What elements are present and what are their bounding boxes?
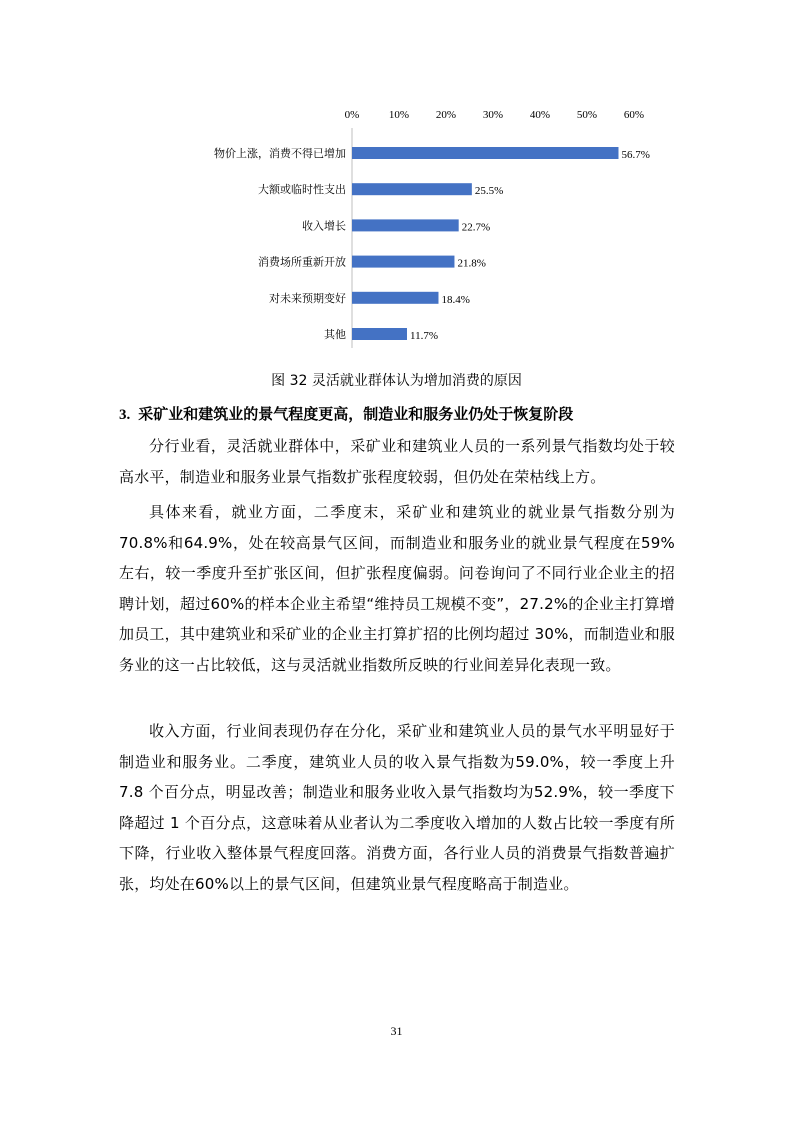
bar	[352, 219, 459, 231]
bar	[352, 147, 618, 159]
category-label: 其他	[324, 328, 346, 341]
paragraph-1: 分行业看，灵活就业群体中，采矿业和建筑业人员的一系列景气指数均处于较高水平，制造业和服务业景气指数扩张程度较弱，但仍处在荣枯线上方。	[119, 437, 675, 486]
bar	[352, 292, 438, 304]
bar	[352, 328, 407, 340]
bar	[352, 256, 454, 268]
category-label: 收入增长	[302, 219, 346, 233]
data-label: 11.7%	[409, 330, 439, 342]
category-label: 对未来预期变好	[269, 291, 346, 305]
x-tick-label: 20%	[435, 109, 457, 121]
reasons-bar-chart	[0, 100, 793, 350]
data-label: 18.4%	[441, 293, 470, 306]
x-tick-label: 10%	[388, 109, 410, 121]
x-tick-label: 60%	[623, 109, 645, 121]
category-label: 物价上涨，消费不得已增加	[214, 147, 346, 160]
figure-caption: 图 32 灵活就业群体认为增加消费的原因	[271, 373, 522, 389]
section-number: 3.	[119, 407, 131, 423]
paragraph-2: 具体来看，就业方面，二季度末，采矿业和建筑业的就业景气指数分别为70.8%和64.9%，处在较高景气区间，而制造业和服务业的就业景气程度在59%左右，较一季度升至扩张区间，但扩张程度偏弱。问卷询问了不同行业企业主的招聘计划，超过60%的样本企业主希望“维持员工规模不变”，27.2%的企业主打算增加员工，其中建筑业和采矿业的企业主打算扩招的比例均超过 30%，而制造业和服务业的这一占比较低，这与灵活就业指数所反映的行业间差异化表现一致。	[119, 503, 675, 674]
data-label: 21.8%	[457, 257, 486, 270]
paragraph-3: 收入方面，行业间表现仍存在分化，采矿业和建筑业人员的景气水平明显好于制造业和服务业。二季度，建筑业人员的收入景气指数为59.0%，较一季度上升 7.8 个百分点，明显改善；制造业和服务业收入景气指数均为52.9%，较一季度下降超过 1 个百分点，这意味着从业者认为二季度收入增加的人数占比较一季度有所下降，行业收入整体景气程度回落。消费方面，各行业人员的消费景气指数普遍扩张，均处在60%以上的景气区间，但建筑业景气程度略高于制造业。	[119, 722, 675, 893]
category-label: 消费场所重新开放	[258, 255, 346, 269]
section-title: 采矿业和建筑业的景气程度更高，制造业和服务业仍处于恢复阶段	[138, 405, 574, 423]
category-label: 大额或临时性支出	[258, 183, 346, 197]
x-tick-label: 50%	[576, 109, 598, 121]
bar	[352, 183, 472, 195]
section-heading	[119, 403, 699, 424]
data-label: 25.5%	[474, 185, 504, 198]
page-number: 31	[390, 1024, 403, 1038]
x-tick-label: 0%	[344, 109, 360, 121]
x-tick-label: 40%	[529, 109, 551, 121]
x-tick-label: 30%	[482, 109, 504, 121]
data-label: 22.7%	[461, 221, 491, 234]
data-label: 56.7%	[621, 149, 650, 161]
